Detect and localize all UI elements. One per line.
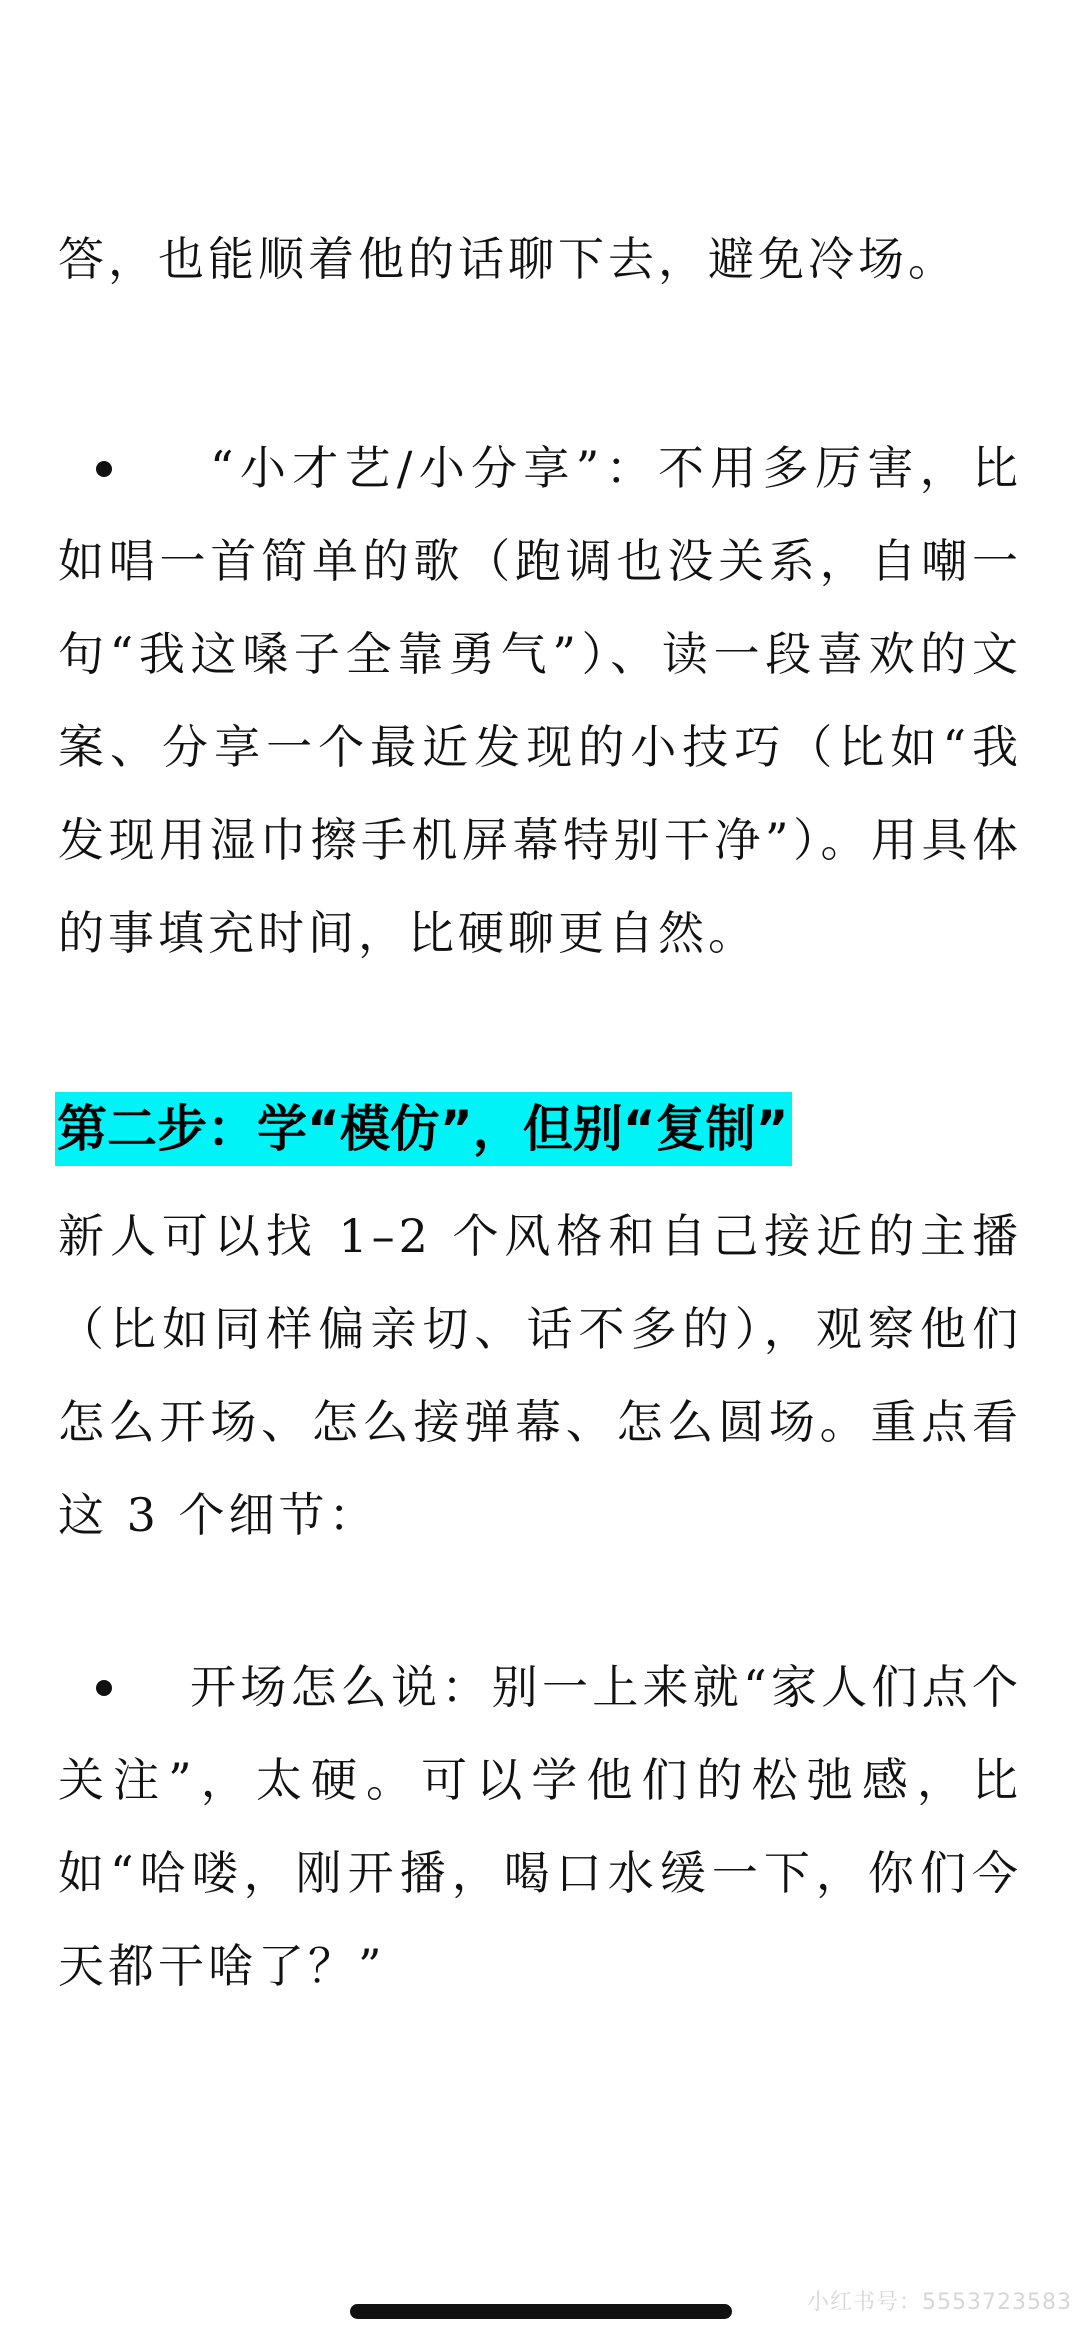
paragraph-intro-end: 答，也能顺着他的话聊下去，避免冷场。	[58, 232, 958, 286]
bullet-item-talent-share: “小才艺/小分享”：不用多厉害，比如唱一首简单的歌（跑调也没关系，自嘲一句“我这嗓子全靠勇气”）、读一段喜欢的文案、分享一个最近发现的小技巧（比如“我发现用湿巾擦手机屏幕特别干净”）。用具体的事填充时间，比硬聊更自然。	[58, 441, 1022, 960]
home-indicator[interactable]	[350, 2304, 732, 2319]
bullet-item-opening: 开场怎么说：别一上来就“家人们点个关注”，太硬。可以学他们的松弛感，比如“哈喽，刚开播，喝口水缓一下，你们今天都干啥了？”	[58, 1660, 1022, 1993]
section-heading-step-two: 第二步：学“模仿”，但别“复制”	[55, 1092, 792, 1166]
watermark-text: 小红书号：5553723583	[807, 2290, 1072, 2315]
paragraph-imitate-streamers: 新人可以找 1–2 个风格和自己接近的主播（比如同样偏亲切、话不多的），观察他们怎么开场、怎么接弹幕、怎么圆场。重点看这 3 个细节：	[58, 1209, 1022, 1542]
